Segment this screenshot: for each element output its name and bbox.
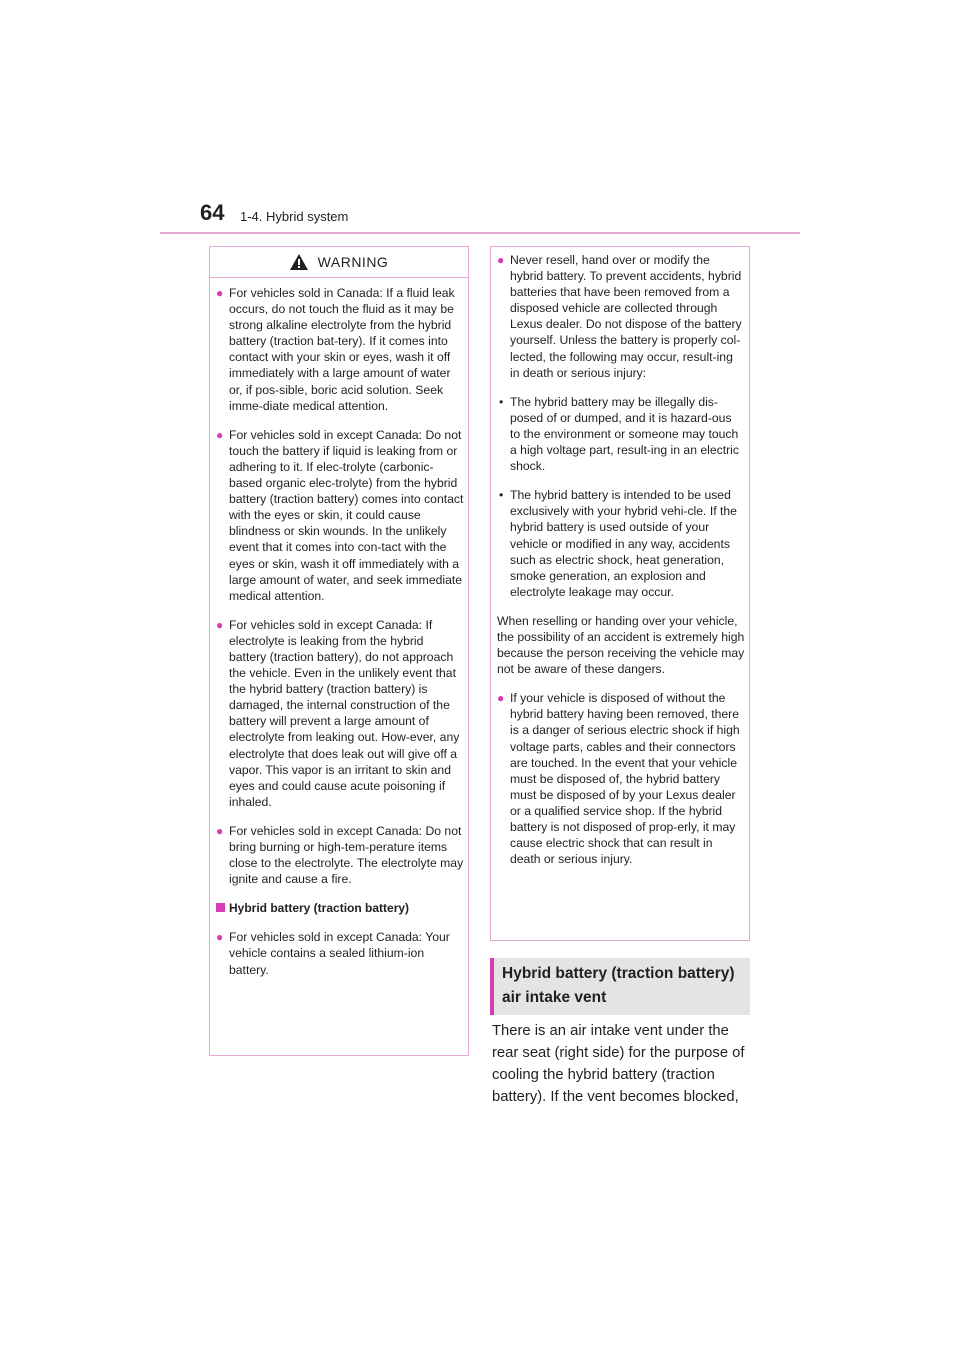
warning-paragraph: When reselling or handing over your vehicle, the possibility of an accident is extremely high because the person receiving the vehicle may not be aware of these dangers.: [497, 613, 745, 677]
warning-header: [210, 247, 468, 278]
warning-triangle-icon: [290, 254, 308, 270]
body-text: There is an air intake vent under the rear seat (right side) for the purpose of cooling the hybrid battery (traction battery). If the vent becomes blocked,: [492, 1023, 745, 1105]
warning-item: [216, 929, 464, 977]
dot-bullet-icon: •: [499, 394, 504, 409]
warning-item: [216, 285, 464, 414]
dot-bullet-icon: •: [499, 488, 504, 503]
circle-bullet-icon: ●: [497, 253, 505, 267]
warning-title: WARNING: [317, 254, 389, 270]
warning-item-text: For vehicles sold in except Canada: Your vehicle contains a sealed lithium-ion battery.: [229, 930, 450, 977]
warning-item: [497, 252, 745, 381]
warning-subitem: [497, 394, 745, 474]
warning-item-text: For vehicles sold in Canada: If a fluid leak occurs, do not touch the fluid as it may be strong alkaline electrolyte from the hybrid battery (traction bat-tery). If it comes into contact with your skin or eyes, wash it off immediately with a large amount of water or, if pos-sible, boric acid solution. Seek imme-diate medical attention.: [229, 286, 455, 413]
warning-subitem-text: The hybrid battery is intended to be used exclusively with your hybrid vehi-cle. If the hybrid battery is used outside of your vehicle or modified in any way, accidents such as electric shock, heat generation, smoke generation, an explosion and electrolyte leakage may occur.: [510, 488, 737, 599]
header-rule: [160, 232, 800, 234]
warning-item: [497, 690, 745, 867]
warning-subitem-text: The hybrid battery may be illegally dis-posed of or dumped, and it is hazard-ous to the environment or someone may touch a high voltage part, result-ing in an electric shock.: [510, 394, 739, 474]
warning-item-text: If your vehicle is disposed of without the hybrid battery having been removed, there is a danger of serious electric shock if high voltage parts, cables and their connectors are touched. In the event that your vehicle must be disposed of, the hybrid battery must be disposed of by your Lexus dealer or a qualified service shop. If the hybrid battery is not disposed of prop-erly, it may cause electric shock that can result in death or serious injury.: [510, 691, 740, 867]
section-title: 1-4. Hybrid system: [240, 209, 349, 224]
circle-bullet-icon: ●: [216, 617, 224, 632]
square-bullet-icon: [216, 903, 225, 912]
warning-item-text: For vehicles sold in except Canada: Do not touch the battery if liquid is leaking from or adhering to it. If elec-trolyte (carbonic-based organic elec-trolyte) from the hybrid battery (traction battery) comes into contact with the eyes or skin, it could cause blindness or skin wounds. In the unlikely event that it comes into con-tact with the eyes or skin, wash it off immediately with a large amount of water, and seek immediate medical attention.: [229, 427, 464, 603]
subsection-heading: Hybrid battery (traction battery) air intake vent: [490, 958, 750, 1015]
page-number: 64: [200, 200, 225, 225]
circle-bullet-icon: ●: [216, 930, 224, 945]
circle-bullet-icon: ●: [216, 286, 224, 300]
circle-bullet-icon: ●: [216, 427, 224, 442]
warning-box-right: [490, 246, 750, 941]
warning-content-right: [491, 247, 749, 867]
circle-bullet-icon: ●: [497, 691, 505, 706]
warning-item-text: For vehicles sold in except Canada: Do not bring burning or high-tem-perature items close to the electrolyte. The electrolyte may ignite and cause a fire.: [229, 823, 464, 887]
warning-subitem: [497, 487, 745, 600]
circle-bullet-icon: ●: [216, 823, 224, 838]
warning-item-text: Never resell, hand over or modify the hybrid battery. To prevent accidents, hybrid batteries that have been removed from a disposed vehicle are collected through Lexus dealer. Do not dispose of the battery yourself. Unless the battery is properly col-lected, the following may occur, result-ing in death or serious injury:: [510, 253, 742, 380]
warning-box-left: [209, 246, 469, 1056]
warning-item: [216, 823, 464, 887]
warning-item-text: For vehicles sold in except Canada: If electrolyte is leaking from the hybrid battery (traction battery), do not approach the vehicle. Even in the unlikely event that the hybrid battery (traction battery) is damaged, the internal construction of the battery will prevent a large amount of electrolyte from leaking out. How-ever, any electrolyte that does leak out will give off a vapor. This vapor is an irritant to skin and eyes and could cause acute poisoning if inhaled.: [229, 617, 460, 809]
warning-content-left: [210, 278, 468, 978]
warning-subheading: [216, 900, 464, 916]
warning-subheading-text: Hybrid battery (traction battery): [229, 901, 410, 916]
warning-item: [216, 617, 464, 810]
warning-item: [216, 427, 464, 604]
